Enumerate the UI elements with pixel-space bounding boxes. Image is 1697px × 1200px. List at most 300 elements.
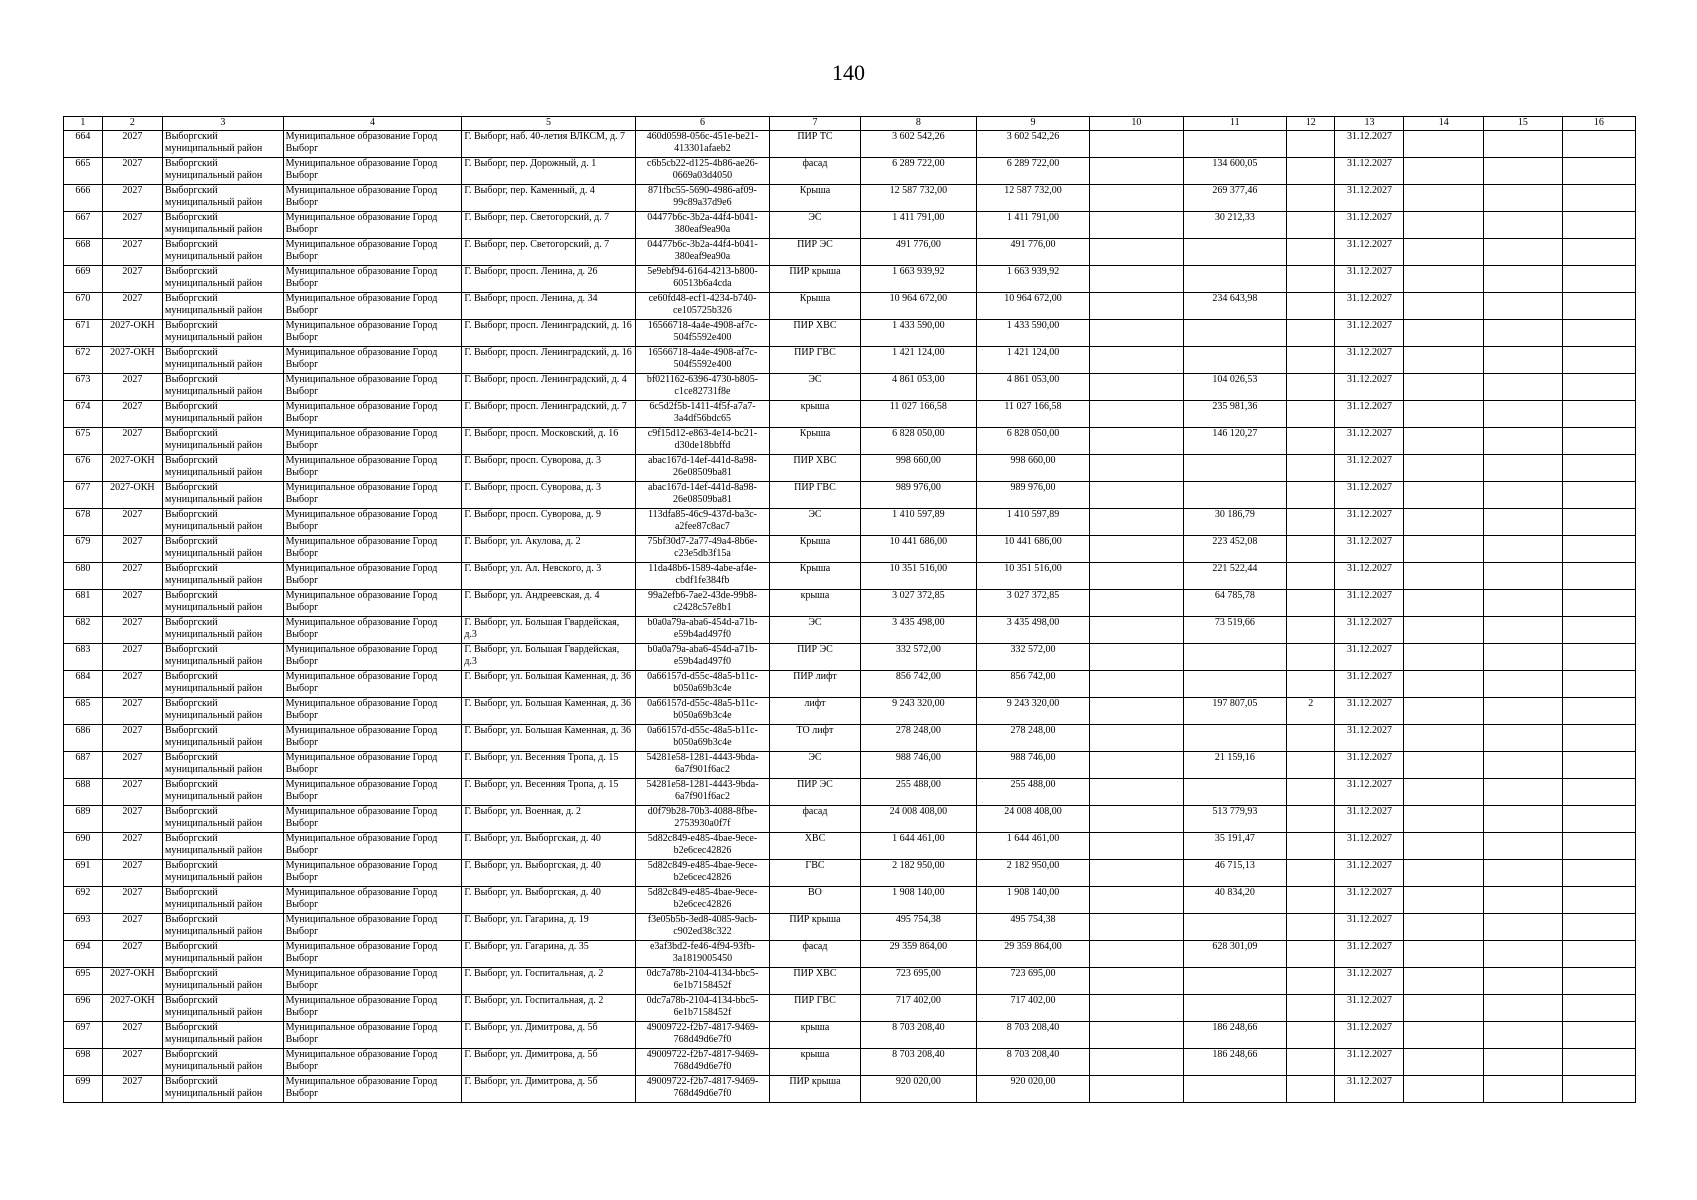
cell-col-14 [1404, 536, 1484, 563]
cell-col-16 [1562, 779, 1635, 806]
cell-municipality: Муниципальное образование Город Выборг [283, 617, 462, 644]
cell-municipality: Муниципальное образование Город Выборг [283, 806, 462, 833]
cell-col-16 [1562, 671, 1635, 698]
cell-address: Г. Выборг, ул. Большая Каменная, д. 36 [462, 725, 635, 752]
cell-address: Г. Выборг, ул. Госпитальная, д. 2 [462, 995, 635, 1022]
cell-deadline: 31.12.2027 [1335, 752, 1404, 779]
cell-cost-col-11: 513 779,93 [1183, 806, 1286, 833]
cell-house-guid: d0f79b28-70b3-4088-8fbe-2753930a0f7f [635, 806, 770, 833]
cell-district: Выборгский муниципальный район [163, 293, 284, 320]
cell-district: Выборгский муниципальный район [163, 914, 284, 941]
cell-cost-fund: 3 435 498,00 [976, 617, 1089, 644]
cell-col-16 [1562, 212, 1635, 239]
cell-house-guid: 460d0598-056c-451e-be21-413301afaeb2 [635, 131, 770, 158]
cell-col-15 [1484, 725, 1563, 752]
cell-house-guid: c9f15d12-e863-4e14-bc21-d30de18bbffd [635, 428, 770, 455]
cell-cost-fund: 332 572,00 [976, 644, 1089, 671]
cell-municipality: Муниципальное образование Город Выборг [283, 428, 462, 455]
cell-col-16 [1562, 752, 1635, 779]
cell-work-type: ЭС [770, 752, 860, 779]
cell-col-16 [1562, 509, 1635, 536]
cell-house-guid: 16566718-4a4e-4908-af7c-504f5592e400 [635, 320, 770, 347]
cell-cost-fund: 1 644 461,00 [976, 833, 1089, 860]
cell-col-14 [1404, 779, 1484, 806]
cell-work-type: крыша [770, 401, 860, 428]
cell-col-14 [1404, 293, 1484, 320]
cell-col-14 [1404, 131, 1484, 158]
cell-address: Г. Выборг, ул. Андреевская, д. 4 [462, 590, 635, 617]
cell-cost-col-11: 223 452,08 [1183, 536, 1286, 563]
table-row [64, 1076, 1636, 1103]
cell-col-15 [1484, 239, 1563, 266]
cell-cost-fund: 856 742,00 [976, 671, 1089, 698]
cell-col-14 [1404, 671, 1484, 698]
cell-work-type: Крыша [770, 563, 860, 590]
cell-cost-col-11 [1183, 266, 1286, 293]
cell-count [1287, 590, 1335, 617]
cell-col-15 [1484, 563, 1563, 590]
cell-house-guid: c6b5cb22-d125-4b86-ae26-0669a03d4050 [635, 158, 770, 185]
cell-count [1287, 428, 1335, 455]
cell-year: 2027-ОКН [102, 968, 162, 995]
cell-total-cost: 255 488,00 [860, 779, 976, 806]
cell-col-16 [1562, 293, 1635, 320]
cell-cost-fund: 11 027 166,58 [976, 401, 1089, 428]
cell-deadline: 31.12.2027 [1335, 347, 1404, 374]
cell-col-15 [1484, 185, 1563, 212]
cell-cost-col-11: 186 248,66 [1183, 1022, 1286, 1049]
cell-col-14 [1404, 401, 1484, 428]
cell-municipality: Муниципальное образование Город Выборг [283, 860, 462, 887]
cell-address: Г. Выборг, ул. Большая Каменная, д. 36 [462, 671, 635, 698]
cell-total-cost: 278 248,00 [860, 725, 976, 752]
cell-year: 2027 [102, 239, 162, 266]
cell-address: Г. Выборг, ул. Военная, д. 2 [462, 806, 635, 833]
cell-col-16 [1562, 428, 1635, 455]
table-row [64, 239, 1636, 266]
cell-cost-fund: 1 421 124,00 [976, 347, 1089, 374]
cell-total-cost: 1 644 461,00 [860, 833, 976, 860]
cell-deadline: 31.12.2027 [1335, 428, 1404, 455]
cell-year: 2027 [102, 374, 162, 401]
cell-year: 2027 [102, 131, 162, 158]
cell-col-16 [1562, 617, 1635, 644]
cell-col-15 [1484, 752, 1563, 779]
cell-cost-col-10 [1090, 968, 1184, 995]
cell-year: 2027-ОКН [102, 995, 162, 1022]
cell-deadline: 31.12.2027 [1335, 914, 1404, 941]
cell-col-14 [1404, 266, 1484, 293]
cell-address: Г. Выборг, просп. Ленинградский, д. 16 [462, 347, 635, 374]
cell-cost-col-10 [1090, 698, 1184, 725]
cell-work-type: крыша [770, 1022, 860, 1049]
cell-house-guid: 0dc7a78b-2104-4134-bbc5-6e1b7158452f [635, 995, 770, 1022]
cell-work-type: ПИР ХВС [770, 455, 860, 482]
cell-house-guid: 5d82c849-e485-4bae-9ece-b2e6cec42826 [635, 833, 770, 860]
cell-year: 2027 [102, 590, 162, 617]
cell-cost-col-10 [1090, 131, 1184, 158]
cell-col-15 [1484, 1076, 1563, 1103]
cell-address: Г. Выборг, просп. Ленинградский, д. 4 [462, 374, 635, 401]
cell-house-guid: 99a2efb6-7ae2-43de-99b8-c2428c57e8b1 [635, 590, 770, 617]
cell-work-type: ПИР крыша [770, 914, 860, 941]
cell-col-15 [1484, 347, 1563, 374]
cell-row-number: 691 [64, 860, 103, 887]
cell-address: Г. Выборг, просп. Ленина, д. 34 [462, 293, 635, 320]
cell-address: Г. Выборг, ул. Выборгская, д. 40 [462, 860, 635, 887]
cell-deadline: 31.12.2027 [1335, 806, 1404, 833]
cell-cost-col-10 [1090, 212, 1184, 239]
column-header: 1 [64, 117, 103, 131]
cell-work-type: ЭС [770, 617, 860, 644]
table-row [64, 617, 1636, 644]
cell-row-number: 674 [64, 401, 103, 428]
cell-cost-col-11 [1183, 482, 1286, 509]
cell-total-cost: 2 182 950,00 [860, 860, 976, 887]
cell-cost-fund: 1 411 791,00 [976, 212, 1089, 239]
cell-total-cost: 717 402,00 [860, 995, 976, 1022]
cell-work-type: фасад [770, 158, 860, 185]
cell-house-guid: e3af3bd2-fe46-4f94-93fb-3a1819005450 [635, 941, 770, 968]
cell-total-cost: 24 008 408,00 [860, 806, 976, 833]
cell-row-number: 699 [64, 1076, 103, 1103]
cell-cost-fund: 278 248,00 [976, 725, 1089, 752]
cell-cost-col-11: 134 600,05 [1183, 158, 1286, 185]
cell-house-guid: 75bf30d7-2a77-49a4-8b6e-c23e5db3f15a [635, 536, 770, 563]
cell-deadline: 31.12.2027 [1335, 590, 1404, 617]
cell-cost-col-11 [1183, 455, 1286, 482]
cell-house-guid: f3e05b5b-3ed8-4085-9acb-c902ed38c322 [635, 914, 770, 941]
table-row [64, 1022, 1636, 1049]
cell-row-number: 693 [64, 914, 103, 941]
table-row [64, 131, 1636, 158]
cell-col-15 [1484, 941, 1563, 968]
cell-row-number: 676 [64, 455, 103, 482]
cell-col-15 [1484, 158, 1563, 185]
cell-row-number: 683 [64, 644, 103, 671]
cell-count [1287, 968, 1335, 995]
column-header: 10 [1090, 117, 1184, 131]
cell-district: Выборгский муниципальный район [163, 266, 284, 293]
table-row [64, 563, 1636, 590]
table-row [64, 401, 1636, 428]
cell-col-16 [1562, 266, 1635, 293]
cell-year: 2027 [102, 833, 162, 860]
cell-cost-col-10 [1090, 428, 1184, 455]
cell-deadline: 31.12.2027 [1335, 644, 1404, 671]
cell-count [1287, 536, 1335, 563]
cell-deadline: 31.12.2027 [1335, 563, 1404, 590]
cell-col-14 [1404, 212, 1484, 239]
cell-total-cost: 1 663 939,92 [860, 266, 976, 293]
cell-cost-col-11 [1183, 995, 1286, 1022]
cell-municipality: Муниципальное образование Город Выборг [283, 995, 462, 1022]
cell-district: Выборгский муниципальный район [163, 671, 284, 698]
cell-municipality: Муниципальное образование Город Выборг [283, 563, 462, 590]
cell-col-14 [1404, 1049, 1484, 1076]
cell-house-guid: 49009722-f2b7-4817-9469-768d49d6e7f0 [635, 1022, 770, 1049]
cell-house-guid: 871fbc55-5690-4986-af09-99c89a37d9e6 [635, 185, 770, 212]
cell-house-guid: 04477b6c-3b2a-44f4-b041-380eaf9ea90a [635, 212, 770, 239]
cell-row-number: 698 [64, 1049, 103, 1076]
cell-col-16 [1562, 563, 1635, 590]
cell-col-14 [1404, 1076, 1484, 1103]
cell-total-cost: 920 020,00 [860, 1076, 976, 1103]
cell-work-type: ПИР лифт [770, 671, 860, 698]
cell-row-number: 679 [64, 536, 103, 563]
cell-col-14 [1404, 968, 1484, 995]
cell-col-14 [1404, 482, 1484, 509]
cell-cost-col-11: 30 186,79 [1183, 509, 1286, 536]
cell-year: 2027 [102, 158, 162, 185]
cell-count [1287, 482, 1335, 509]
cell-count [1287, 725, 1335, 752]
cell-deadline: 31.12.2027 [1335, 320, 1404, 347]
cell-row-number: 689 [64, 806, 103, 833]
cell-address: Г. Выборг, пер. Светогорский, д. 7 [462, 239, 635, 266]
cell-municipality: Муниципальное образование Город Выборг [283, 968, 462, 995]
cell-col-16 [1562, 941, 1635, 968]
table-row [64, 752, 1636, 779]
cell-cost-col-11: 628 301,09 [1183, 941, 1286, 968]
cell-cost-fund: 29 359 864,00 [976, 941, 1089, 968]
cell-address: Г. Выборг, ул. Большая Каменная, д. 36 [462, 698, 635, 725]
cell-col-15 [1484, 860, 1563, 887]
cell-cost-col-11: 221 522,44 [1183, 563, 1286, 590]
cell-address: Г. Выборг, наб. 40-летия ВЛКСМ, д. 7 [462, 131, 635, 158]
cell-municipality: Муниципальное образование Город Выборг [283, 833, 462, 860]
cell-address: Г. Выборг, ул. Госпитальная, д. 2 [462, 968, 635, 995]
table-row [64, 158, 1636, 185]
cell-cost-col-10 [1090, 860, 1184, 887]
cell-cost-col-10 [1090, 239, 1184, 266]
cell-row-number: 666 [64, 185, 103, 212]
cell-work-type: ПИР ТС [770, 131, 860, 158]
cell-cost-col-10 [1090, 833, 1184, 860]
cell-address: Г. Выборг, просп. Суворова, д. 9 [462, 509, 635, 536]
cell-cost-fund: 495 754,38 [976, 914, 1089, 941]
cell-deadline: 31.12.2027 [1335, 509, 1404, 536]
cell-count [1287, 266, 1335, 293]
cell-year: 2027 [102, 293, 162, 320]
cell-count [1287, 806, 1335, 833]
cell-district: Выборгский муниципальный район [163, 347, 284, 374]
cell-cost-col-10 [1090, 401, 1184, 428]
cell-work-type: ПИР ЭС [770, 644, 860, 671]
cell-year: 2027 [102, 509, 162, 536]
cell-deadline: 31.12.2027 [1335, 725, 1404, 752]
cell-row-number: 670 [64, 293, 103, 320]
cell-cost-fund: 4 861 053,00 [976, 374, 1089, 401]
cell-year: 2027 [102, 887, 162, 914]
cell-cost-fund: 723 695,00 [976, 968, 1089, 995]
cell-municipality: Муниципальное образование Город Выборг [283, 455, 462, 482]
cell-cost-col-10 [1090, 563, 1184, 590]
cell-cost-fund: 10 351 516,00 [976, 563, 1089, 590]
cell-district: Выборгский муниципальный район [163, 617, 284, 644]
cell-year: 2027-ОКН [102, 455, 162, 482]
cell-work-type: Крыша [770, 185, 860, 212]
column-header: 2 [102, 117, 162, 131]
cell-col-16 [1562, 1049, 1635, 1076]
cell-cost-fund: 9 243 320,00 [976, 698, 1089, 725]
cell-municipality: Муниципальное образование Город Выборг [283, 347, 462, 374]
cell-district: Выборгский муниципальный район [163, 239, 284, 266]
cell-row-number: 687 [64, 752, 103, 779]
cell-cost-col-11: 30 212,33 [1183, 212, 1286, 239]
cell-col-16 [1562, 536, 1635, 563]
cell-year: 2027 [102, 617, 162, 644]
cell-total-cost: 4 861 053,00 [860, 374, 976, 401]
table-row [64, 455, 1636, 482]
cell-cost-fund: 920 020,00 [976, 1076, 1089, 1103]
cell-deadline: 31.12.2027 [1335, 482, 1404, 509]
cell-total-cost: 6 289 722,00 [860, 158, 976, 185]
cell-col-14 [1404, 941, 1484, 968]
cell-work-type: ЭС [770, 509, 860, 536]
cell-cost-col-10 [1090, 806, 1184, 833]
cell-col-16 [1562, 347, 1635, 374]
cell-cost-col-10 [1090, 347, 1184, 374]
cell-col-14 [1404, 563, 1484, 590]
cell-row-number: 692 [64, 887, 103, 914]
cell-work-type: ПИР крыша [770, 1076, 860, 1103]
cell-count [1287, 995, 1335, 1022]
cell-total-cost: 12 587 732,00 [860, 185, 976, 212]
cell-col-14 [1404, 1022, 1484, 1049]
cell-total-cost: 6 828 050,00 [860, 428, 976, 455]
cell-year: 2027 [102, 698, 162, 725]
table-row [64, 779, 1636, 806]
cell-col-16 [1562, 995, 1635, 1022]
cell-col-16 [1562, 1022, 1635, 1049]
cell-cost-col-10 [1090, 995, 1184, 1022]
cell-deadline: 31.12.2027 [1335, 131, 1404, 158]
cell-row-number: 684 [64, 671, 103, 698]
cell-year: 2027 [102, 914, 162, 941]
cell-col-14 [1404, 428, 1484, 455]
cell-cost-col-10 [1090, 158, 1184, 185]
cell-municipality: Муниципальное образование Город Выборг [283, 239, 462, 266]
cell-cost-fund: 3 602 542,26 [976, 131, 1089, 158]
cell-district: Выборгский муниципальный район [163, 752, 284, 779]
cell-district: Выборгский муниципальный район [163, 698, 284, 725]
cell-col-16 [1562, 644, 1635, 671]
cell-district: Выборгский муниципальный район [163, 374, 284, 401]
cell-year: 2027 [102, 671, 162, 698]
cell-district: Выборгский муниципальный район [163, 455, 284, 482]
cell-deadline: 31.12.2027 [1335, 239, 1404, 266]
cell-row-number: 668 [64, 239, 103, 266]
cell-year: 2027 [102, 401, 162, 428]
cell-col-16 [1562, 455, 1635, 482]
cell-col-15 [1484, 428, 1563, 455]
table-row [64, 671, 1636, 698]
cell-cost-col-11: 73 519,66 [1183, 617, 1286, 644]
cell-col-15 [1484, 914, 1563, 941]
cell-deadline: 31.12.2027 [1335, 212, 1404, 239]
cell-total-cost: 8 703 208,40 [860, 1049, 976, 1076]
cell-col-16 [1562, 401, 1635, 428]
cell-house-guid: ce60fd48-ecf1-4234-b740-ce105725b326 [635, 293, 770, 320]
cell-house-guid: 0a66157d-d55c-48a5-b11c-b050a69b3c4e [635, 698, 770, 725]
table-row [64, 968, 1636, 995]
cell-count [1287, 212, 1335, 239]
cell-work-type: ПИР ГВС [770, 482, 860, 509]
cell-work-type: ЭС [770, 212, 860, 239]
cell-address: Г. Выборг, пер. Дорожный, д. 1 [462, 158, 635, 185]
table-row [64, 725, 1636, 752]
cell-count [1287, 1022, 1335, 1049]
cell-address: Г. Выборг, ул. Димитрова, д. 5б [462, 1049, 635, 1076]
cell-col-15 [1484, 455, 1563, 482]
cell-col-14 [1404, 752, 1484, 779]
cell-cost-fund: 3 027 372,85 [976, 590, 1089, 617]
cell-deadline: 31.12.2027 [1335, 374, 1404, 401]
cell-district: Выборгский муниципальный район [163, 779, 284, 806]
table-row [64, 887, 1636, 914]
cell-year: 2027 [102, 752, 162, 779]
cell-cost-fund: 1 433 590,00 [976, 320, 1089, 347]
cell-cost-col-11 [1183, 968, 1286, 995]
cell-district: Выборгский муниципальный район [163, 1076, 284, 1103]
cell-work-type: ПИР ГВС [770, 995, 860, 1022]
cell-count [1287, 644, 1335, 671]
cell-row-number: 682 [64, 617, 103, 644]
cell-count [1287, 1076, 1335, 1103]
cell-cost-col-11 [1183, 644, 1286, 671]
cell-cost-fund: 717 402,00 [976, 995, 1089, 1022]
cell-house-guid: 49009722-f2b7-4817-9469-768d49d6e7f0 [635, 1049, 770, 1076]
cell-municipality: Муниципальное образование Город Выборг [283, 158, 462, 185]
cell-count [1287, 320, 1335, 347]
cell-row-number: 673 [64, 374, 103, 401]
cell-deadline: 31.12.2027 [1335, 401, 1404, 428]
cell-count [1287, 374, 1335, 401]
cell-district: Выборгский муниципальный район [163, 590, 284, 617]
cell-deadline: 31.12.2027 [1335, 455, 1404, 482]
cell-house-guid: b0a0a79a-aba6-454d-a71b-e59b4ad497f0 [635, 617, 770, 644]
cell-col-15 [1484, 320, 1563, 347]
table-row [64, 941, 1636, 968]
cell-year: 2027 [102, 860, 162, 887]
cell-row-number: 690 [64, 833, 103, 860]
cell-work-type: лифт [770, 698, 860, 725]
cell-cost-col-11: 197 807,05 [1183, 698, 1286, 725]
cell-year: 2027 [102, 1076, 162, 1103]
cell-count: 2 [1287, 698, 1335, 725]
column-header: 9 [976, 117, 1089, 131]
cell-total-cost: 8 703 208,40 [860, 1022, 976, 1049]
cell-row-number: 688 [64, 779, 103, 806]
cell-row-number: 685 [64, 698, 103, 725]
cell-municipality: Муниципальное образование Город Выборг [283, 320, 462, 347]
cell-col-15 [1484, 671, 1563, 698]
cell-district: Выборгский муниципальный район [163, 212, 284, 239]
cell-col-15 [1484, 779, 1563, 806]
cell-house-guid: abac167d-14ef-441d-8a98-26e08509ba81 [635, 455, 770, 482]
cell-col-15 [1484, 266, 1563, 293]
cell-count [1287, 887, 1335, 914]
column-header: 7 [770, 117, 860, 131]
cell-deadline: 31.12.2027 [1335, 995, 1404, 1022]
cell-cost-fund: 24 008 408,00 [976, 806, 1089, 833]
cell-count [1287, 131, 1335, 158]
cell-district: Выборгский муниципальный район [163, 428, 284, 455]
cell-deadline: 31.12.2027 [1335, 266, 1404, 293]
cell-cost-col-10 [1090, 509, 1184, 536]
cell-cost-col-10 [1090, 1022, 1184, 1049]
